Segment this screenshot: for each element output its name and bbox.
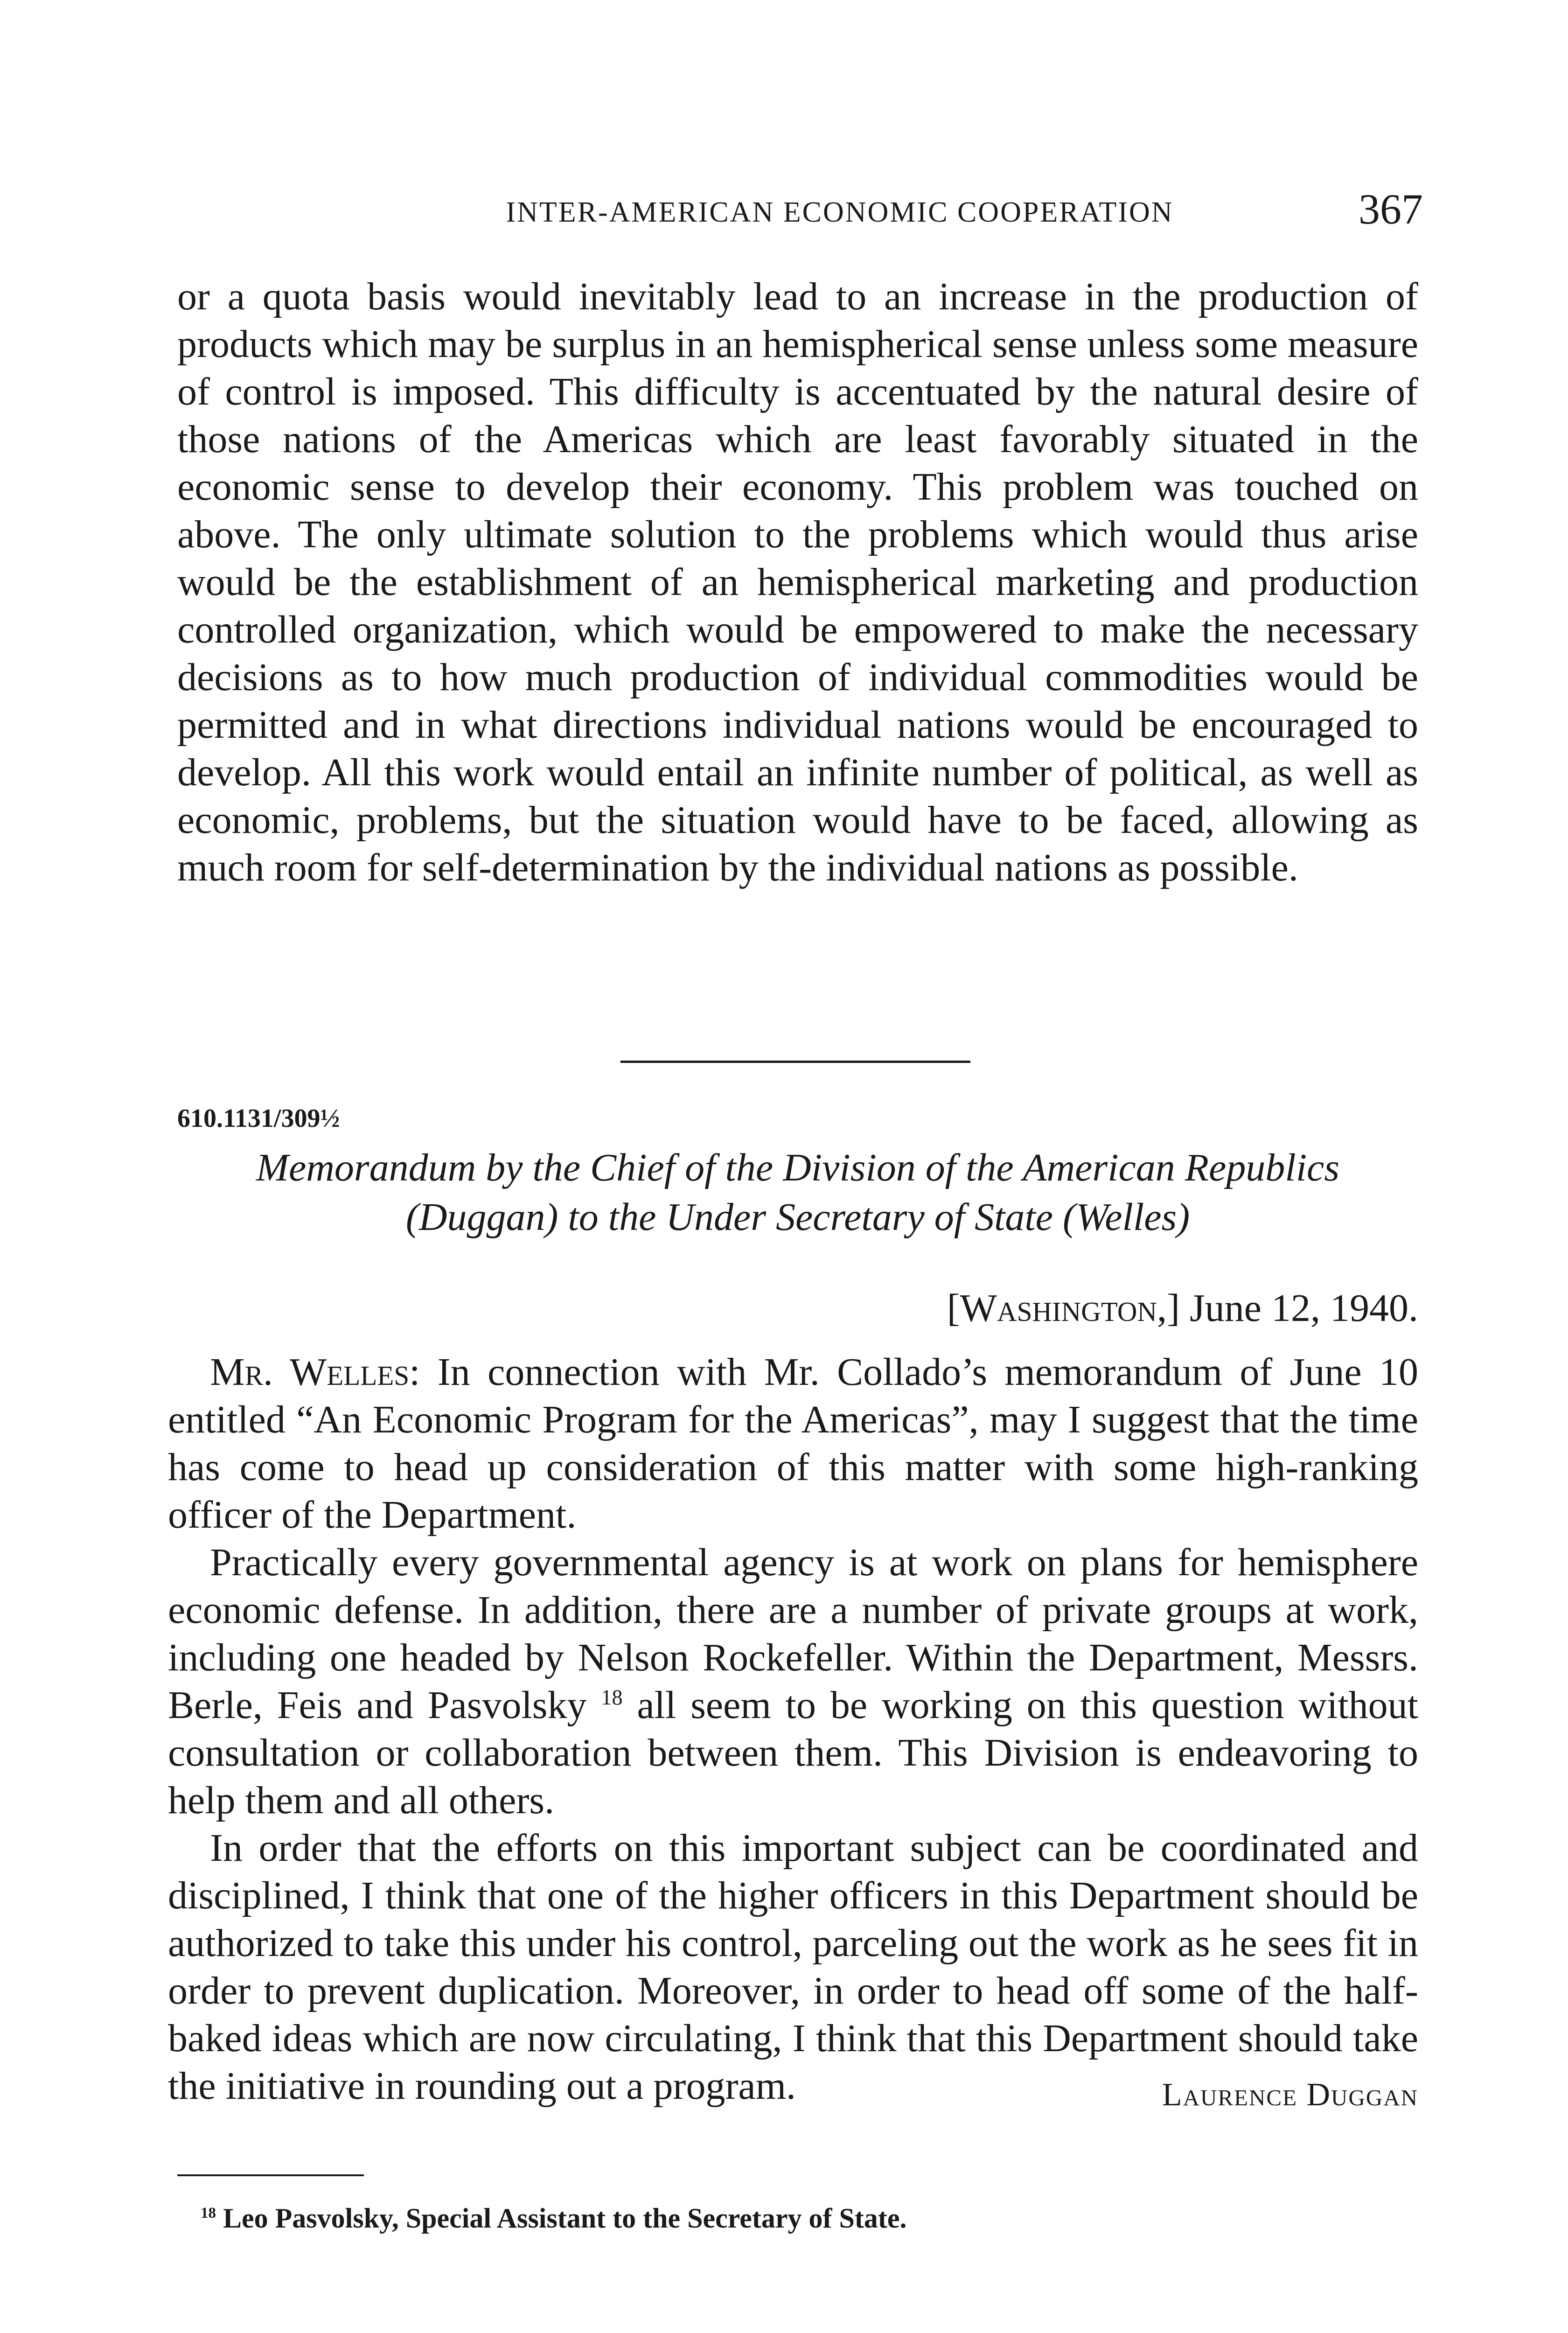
dateline-date: June 12, 1940. (1190, 1286, 1418, 1330)
dateline-place: [Washington,] (947, 1286, 1180, 1330)
signature: Laurence Duggan (1162, 2077, 1418, 2113)
footnote-text: Leo Pasvolsky, Special Assistant to the Secretary of State. (223, 2203, 907, 2234)
running-head: INTER-AMERICAN ECONOMIC COOPERATION (506, 196, 1174, 228)
memo-paragraph-2-text-a: Practically every governmental agency is at work on plans for hemisphere economic defense. In addition, there are a number of private groups at work, including one headed by Nelson Rockefeller. Within the Department, Messrs. Berle, Feis and Pasvolsky (168, 1541, 1418, 1727)
section-divider (620, 1061, 970, 1063)
dateline (700, 1285, 1418, 1331)
memo-paragraph-2-text-b: all seem to be working on this question without consultation or collaboration between them. This Division is endeavoring to help them and all others. (168, 1683, 1419, 1822)
salutation: Mr. Welles: (210, 1350, 420, 1394)
memo-paragraph-1-text: In connection with Mr. Collado’s memorandum of June 10 entitled “An Economic Program for the Americas”, may I suggest that the time has come to head up consideration of this matter with some high-ranking officer of the Department. (168, 1350, 1419, 1537)
footnote (201, 2202, 1414, 2235)
memo-paragraph-2 (168, 1539, 1418, 1824)
page-number: 367 (1359, 185, 1423, 233)
footnote-reference: 18 (601, 1685, 623, 1709)
continued-paragraph: or a quota basis would inevitably lead to an increase in the production of products which may be surplus in an hemispherical sense unless some measure of control is imposed. This difficulty is accentuated by the natural desire of those nations of the Americas which are least favorably situated in the economic sense to develop their economy. This problem was touched on above. The only ultimate solution to the problems which would thus arise would be the establishment of an hemispherical marketing and production controlled organization, which would be empowered to make the necessary decisions as to how much production of individual commodities would be permitted and in what directions individual nations would be encouraged to develop. All this work would entail an infinite number of political, as well as economic, problems, but the situation would have to be faced, allowing as much room for self-determination by the individual nations as possible. (177, 275, 1418, 889)
memo-paragraph-3: In order that the efforts on this important subject can be coordinated and disciplined, I think that one of the higher officers in this Department should be authorized to take this under his control, parceling out the work as he sees fit in order to prevent duplication. Moreover, in order to head off some of the half-baked ideas which are now circulating, I think that this Department should take the initiative in rounding out a program. (168, 1826, 1418, 2108)
footnote-number: 18 (201, 2205, 216, 2221)
document-heading (177, 1143, 1418, 1242)
footnote-divider (177, 2174, 364, 2176)
heading-line-2: (Duggan) to the Under Secretary of State (Welles) (405, 1195, 1190, 1239)
memo-body (168, 1348, 1418, 2110)
heading-line-1: Memorandum by the Chief of the Division of the American Republics (256, 1146, 1340, 1189)
memo-paragraph-1 (168, 1348, 1418, 1539)
file-number: 610.1131/309½ (177, 1104, 340, 1133)
